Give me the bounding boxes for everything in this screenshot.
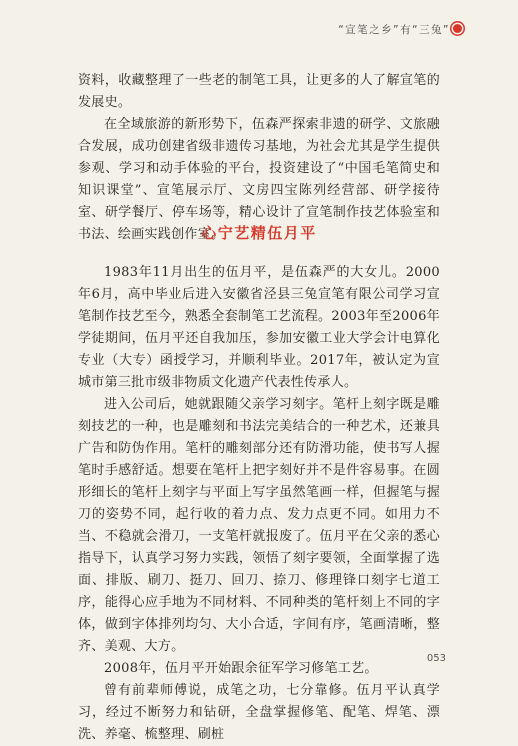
paragraph: 资料，收藏整理了一些老的制笔工具，让更多的人了解宣笔的发展史。 — [78, 73, 440, 110]
paragraph: 在全域旅游的新形势下，伍森严探索非遗的研学、文旅融合发展，成功创建省级非遗传习基地，为社会尤其是学生提供参观、学习和动手体验的平台，投资建设了“中国毛笔简史和知识课堂”、宣笔展示厅、文房四宝陈列经营部、研学接待室、研学餐厅、停车场等，精心设计了宣笔制作技艺体验室和书法、绘画实践创作室。 — [78, 117, 440, 242]
header-circle-ornament-icon — [453, 24, 462, 33]
intro-text — [78, 70, 440, 246]
page-number: 053 — [426, 653, 446, 664]
running-header: “宣笔之乡”有“三兔” — [338, 24, 450, 36]
paragraph: 1983年11月出生的伍月平，是伍森严的大女儿。2000年6月，高中毕业后进入安徽省泾县三兔宣笔有限公司学习宣笔制作技艺至今，熟悉全套制笔工艺流程。2003年至2006年学徒期间，伍月平还自我加压，参加安徽工业大学会计电算化专业（大专）函授学习，并顺利毕业。2017年，被认定为宣城市第三批市级非物质文化遗产代表性传承人。 — [78, 265, 440, 390]
paragraph: 曾有前辈师傅说，成笔之功，七分靠修。伍月平认真学习，经过不断努力和钻研，全盘掌握修笔、配笔、焊笔、漂洗、养毫、梳整理、刷桩 — [78, 683, 440, 742]
paragraph: 进入公司后，她就跟随父亲学习刻字。笔杆上刻字既是雕刻技艺的一种，也是雕刻和书法完美结合的一种艺术，还兼具广告和防伪作用。笔杆的雕刻部分还有防滑功能，使书写人握笔时手感舒适。想要在笔杆上把字刻好并不是件容易事。在圆形细长的笔杆上刻字与平面上写字虽然笔画一样，但握笔与握刀的姿势不同，起行收的着力点、发力点更不同。如用力不当、不稳就会滑刀，一支笔杆就报废了。伍月平在父亲的悉心指导下，认真学习努力实践，领悟了刻字要领，全面掌握了选面、排版、刷刀、挺刀、回刀、捺刀、修理锋口刻字七道工序，能得心应手地为不同材料、不同种类的笔杆刻上不同的字体，做到字体排列均匀、大小合适，字间有序，笔画清晰，整齐、美观、大方。 — [78, 397, 440, 654]
paragraph: 2008年，伍月平开始跟余征军学习修笔工艺。 — [104, 661, 378, 676]
section-text — [78, 262, 440, 746]
section-title: 心宁艺精伍月平 — [201, 224, 317, 242]
